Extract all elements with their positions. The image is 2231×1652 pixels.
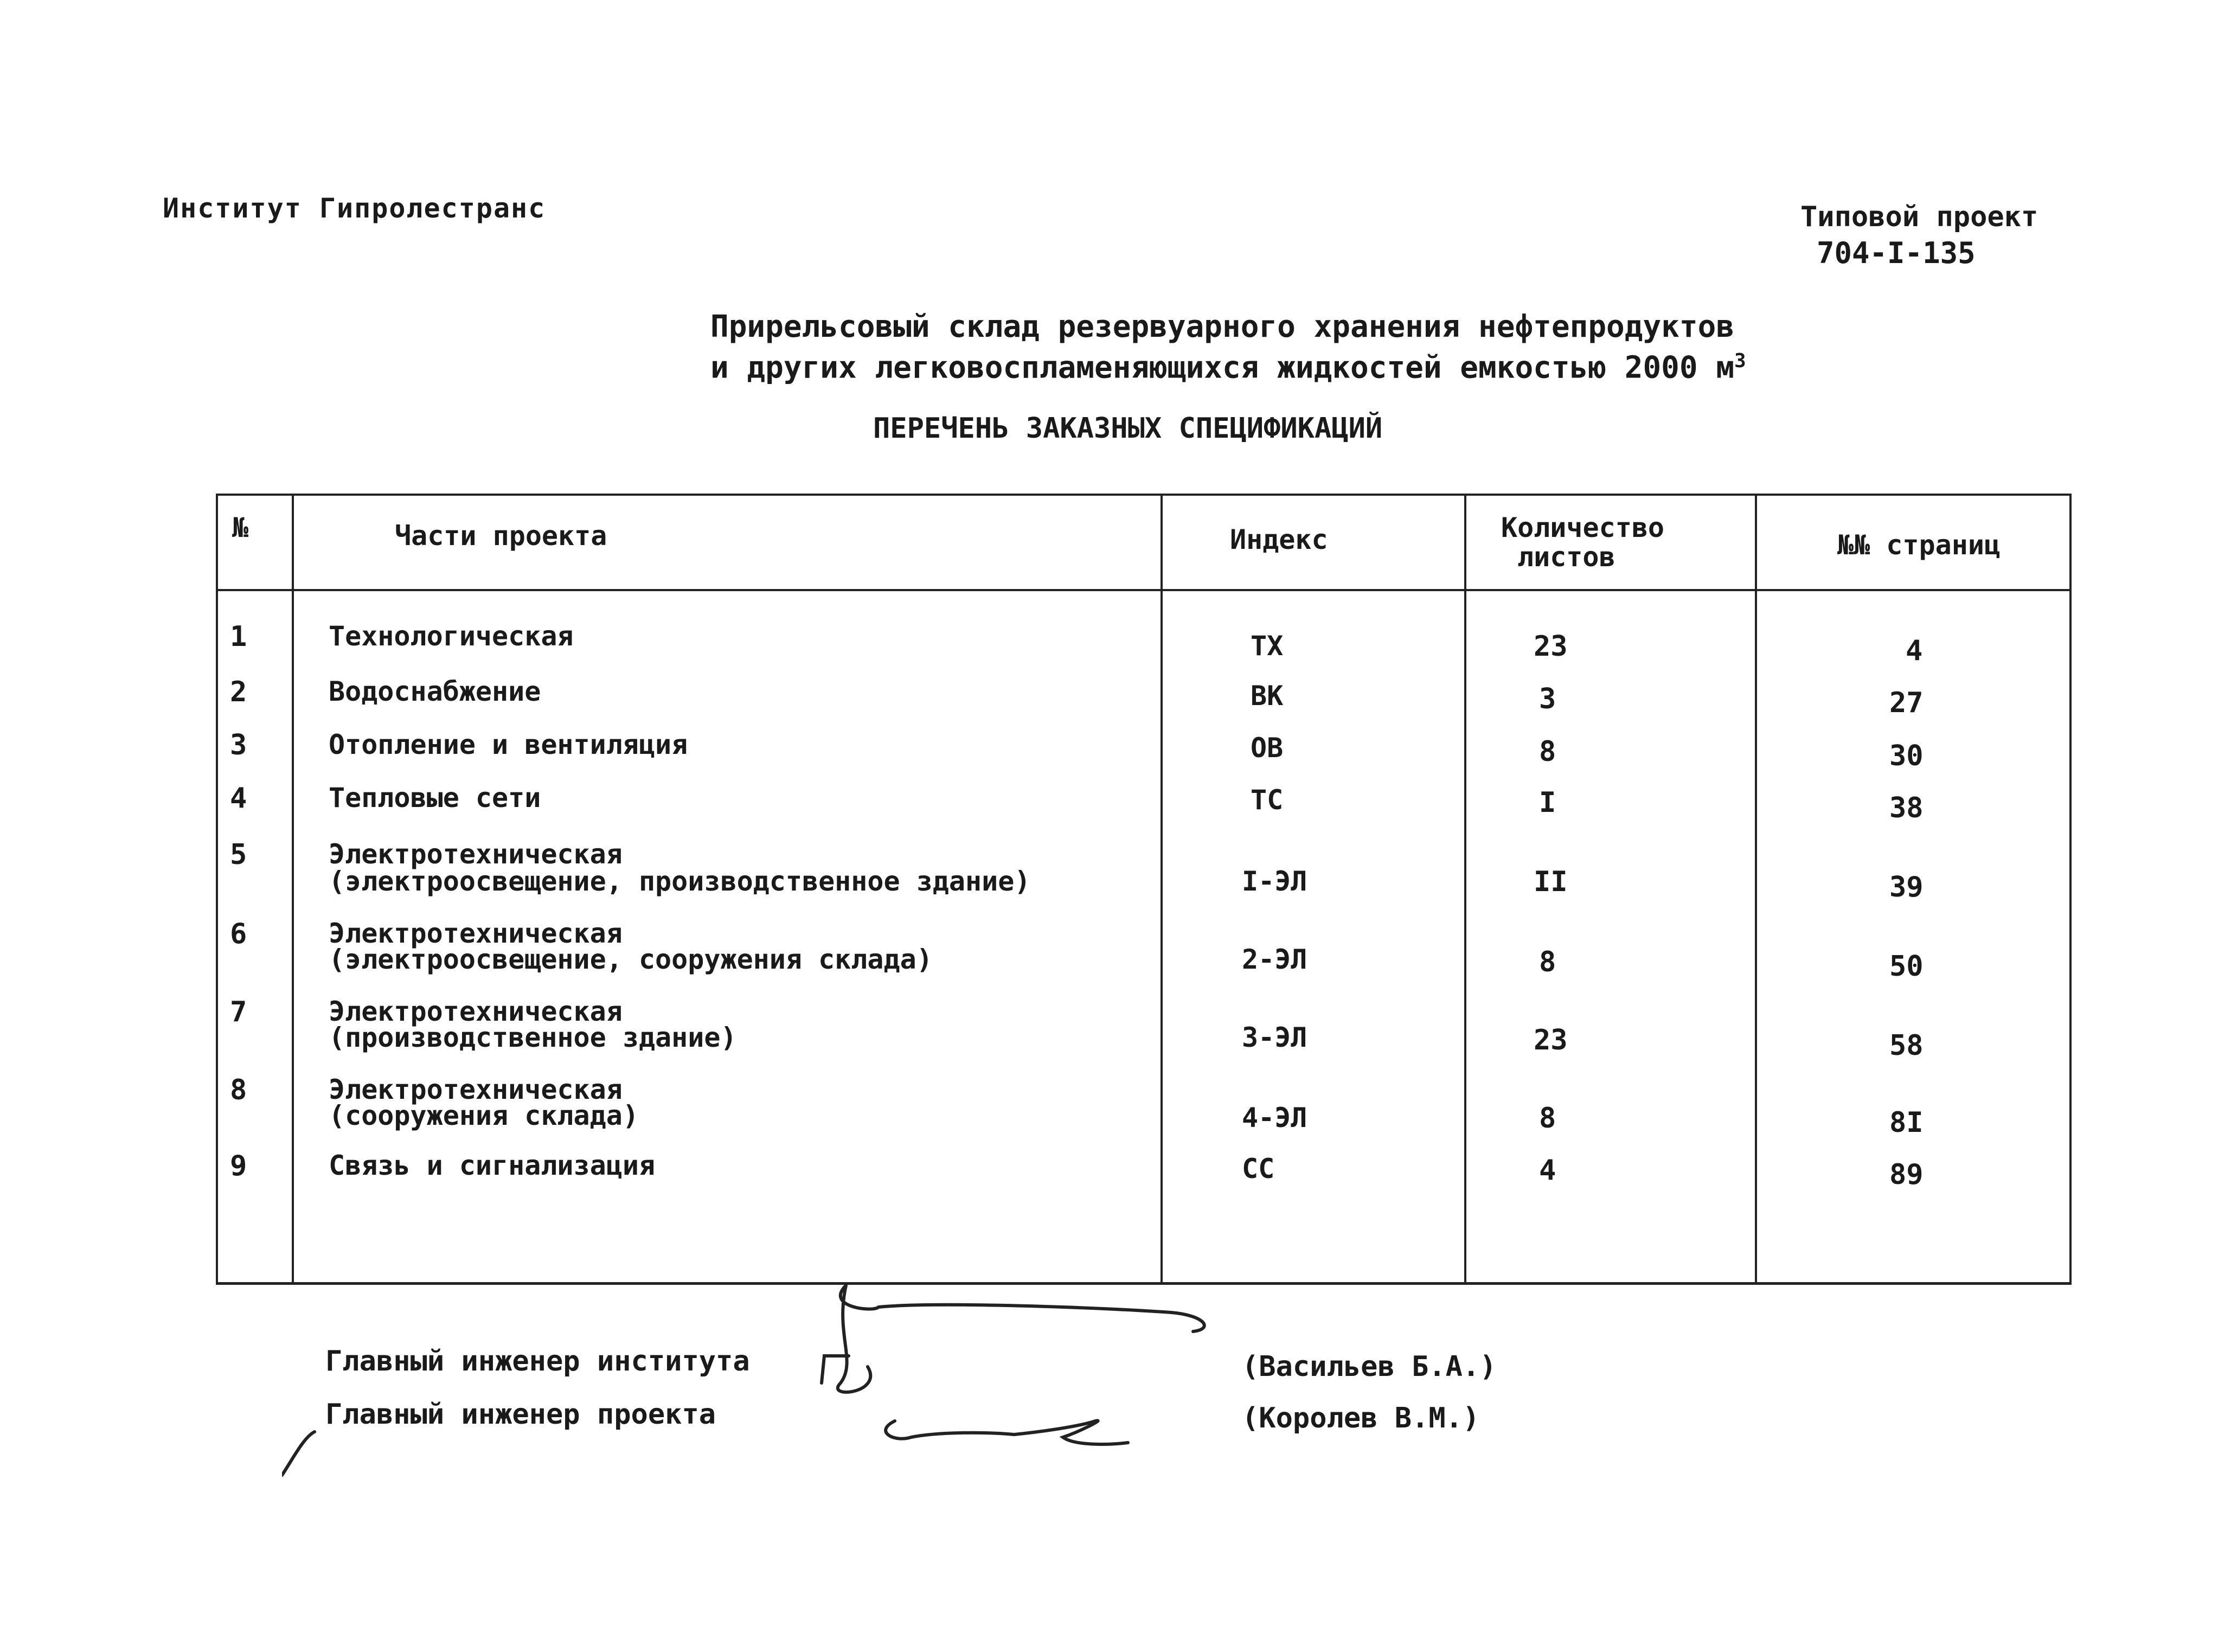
- institute-name: Институт Гипролестранс: [163, 193, 546, 224]
- signature-left-tick: [282, 1432, 315, 1475]
- project-number: 704-I-135: [1817, 236, 1976, 270]
- document-title-line1: Прирельсовый склад резервуарного хранения нефтепродуктов: [710, 309, 1735, 344]
- row-index: I-ЭЛ: [1242, 866, 1307, 897]
- header-pages: №№ страниц: [1837, 529, 2001, 561]
- row-sheets: 8: [1539, 946, 1556, 978]
- row-part-detail: (электроосвещение, производственное здание): [329, 866, 1031, 897]
- row-part-detail: (электроосвещение, сооружения склада): [329, 944, 933, 975]
- row-index: 3-ЭЛ: [1242, 1022, 1307, 1053]
- row-index: ОВ: [1251, 732, 1284, 764]
- row-part: Связь и сигнализация: [329, 1150, 656, 1181]
- row-part: Электротехническая: [329, 1074, 623, 1105]
- header-part: Части проекта: [395, 520, 607, 552]
- row-number: 9: [230, 1150, 247, 1182]
- header-no: №: [232, 512, 249, 543]
- title-line2-text: и других легковоспламеняющихся жидкостей емкостью 2000 м: [710, 350, 1735, 386]
- row-part: Электротехническая: [329, 918, 623, 949]
- row-part: Тепловые сети: [329, 782, 541, 814]
- row-sheets: I: [1539, 786, 1556, 819]
- row-page: 58: [1889, 1029, 1924, 1062]
- row-part: Электротехническая: [329, 996, 623, 1027]
- column-divider: [1755, 496, 1757, 1282]
- title-line2-superscript: 3: [1734, 350, 1746, 372]
- row-index: ТС: [1251, 784, 1284, 816]
- column-divider: [216, 496, 218, 1282]
- row-index: ВК: [1251, 680, 1284, 712]
- row-page: 8I: [1889, 1106, 1924, 1139]
- row-part: Водоснабжение: [329, 676, 541, 707]
- row-index: ТХ: [1251, 630, 1284, 662]
- row-page: 39: [1889, 871, 1924, 904]
- row-number: 5: [230, 838, 247, 871]
- column-divider: [1161, 496, 1163, 1282]
- document-title-line2: [710, 350, 1746, 386]
- header-sheets-line2: листов: [1517, 541, 1615, 573]
- row-index: СС: [1242, 1153, 1275, 1184]
- column-divider: [1464, 496, 1466, 1282]
- specification-table: [216, 494, 2072, 1285]
- row-part: Технологическая: [329, 620, 574, 652]
- row-number: 1: [230, 620, 247, 653]
- project-label: Типовой проект: [1800, 201, 2038, 233]
- chief-engineer-institute-label: Главный инженер института: [325, 1345, 750, 1378]
- row-sheets: 3: [1539, 683, 1556, 715]
- row-index: 4-ЭЛ: [1242, 1102, 1307, 1134]
- row-number: 2: [230, 676, 247, 708]
- row-number: 6: [230, 918, 247, 950]
- row-sheets: 23: [1534, 630, 1568, 663]
- row-sheets: 8: [1539, 1102, 1556, 1135]
- row-number: 4: [230, 782, 247, 815]
- row-page: 50: [1889, 950, 1924, 983]
- signature-upper: [838, 1285, 1204, 1392]
- row-page: 38: [1889, 792, 1924, 824]
- row-part-detail: (производственное здание): [329, 1022, 737, 1053]
- row-number: 8: [230, 1074, 247, 1106]
- signature-lower: [886, 1420, 1128, 1444]
- chief-engineer-institute-name: (Васильев Б.А.): [1242, 1350, 1497, 1383]
- row-page: 4: [1906, 635, 1923, 667]
- row-number: 3: [230, 729, 247, 761]
- row-sheets: 8: [1539, 735, 1556, 768]
- row-sheets: II: [1534, 866, 1568, 898]
- chief-engineer-project-name: (Королев В.М.): [1242, 1402, 1480, 1435]
- row-page: 30: [1889, 740, 1924, 772]
- row-part-detail: (сооружения склада): [329, 1100, 639, 1131]
- handwritten-signatures: [282, 1269, 1258, 1486]
- row-sheets: 23: [1534, 1024, 1568, 1056]
- row-part: Отопление и вентиляция: [329, 729, 688, 760]
- row-number: 7: [230, 996, 247, 1028]
- header-divider: [216, 589, 2072, 591]
- row-page: 89: [1889, 1158, 1924, 1191]
- row-index: 2-ЭЛ: [1242, 944, 1307, 975]
- document-subtitle: ПЕРЕЧЕНЬ ЗАКАЗНЫХ СПЕЦИФИКАЦИЙ: [873, 412, 1383, 445]
- row-page: 27: [1889, 687, 1924, 719]
- header-sheets-line1: Количество: [1501, 512, 1665, 543]
- column-divider: [2069, 496, 2072, 1282]
- chief-engineer-project-label: Главный инженер проекта: [325, 1398, 716, 1431]
- row-sheets: 4: [1539, 1154, 1556, 1187]
- column-divider: [292, 496, 294, 1282]
- header-index: Индекс: [1230, 524, 1328, 555]
- row-part: Электротехническая: [329, 838, 623, 870]
